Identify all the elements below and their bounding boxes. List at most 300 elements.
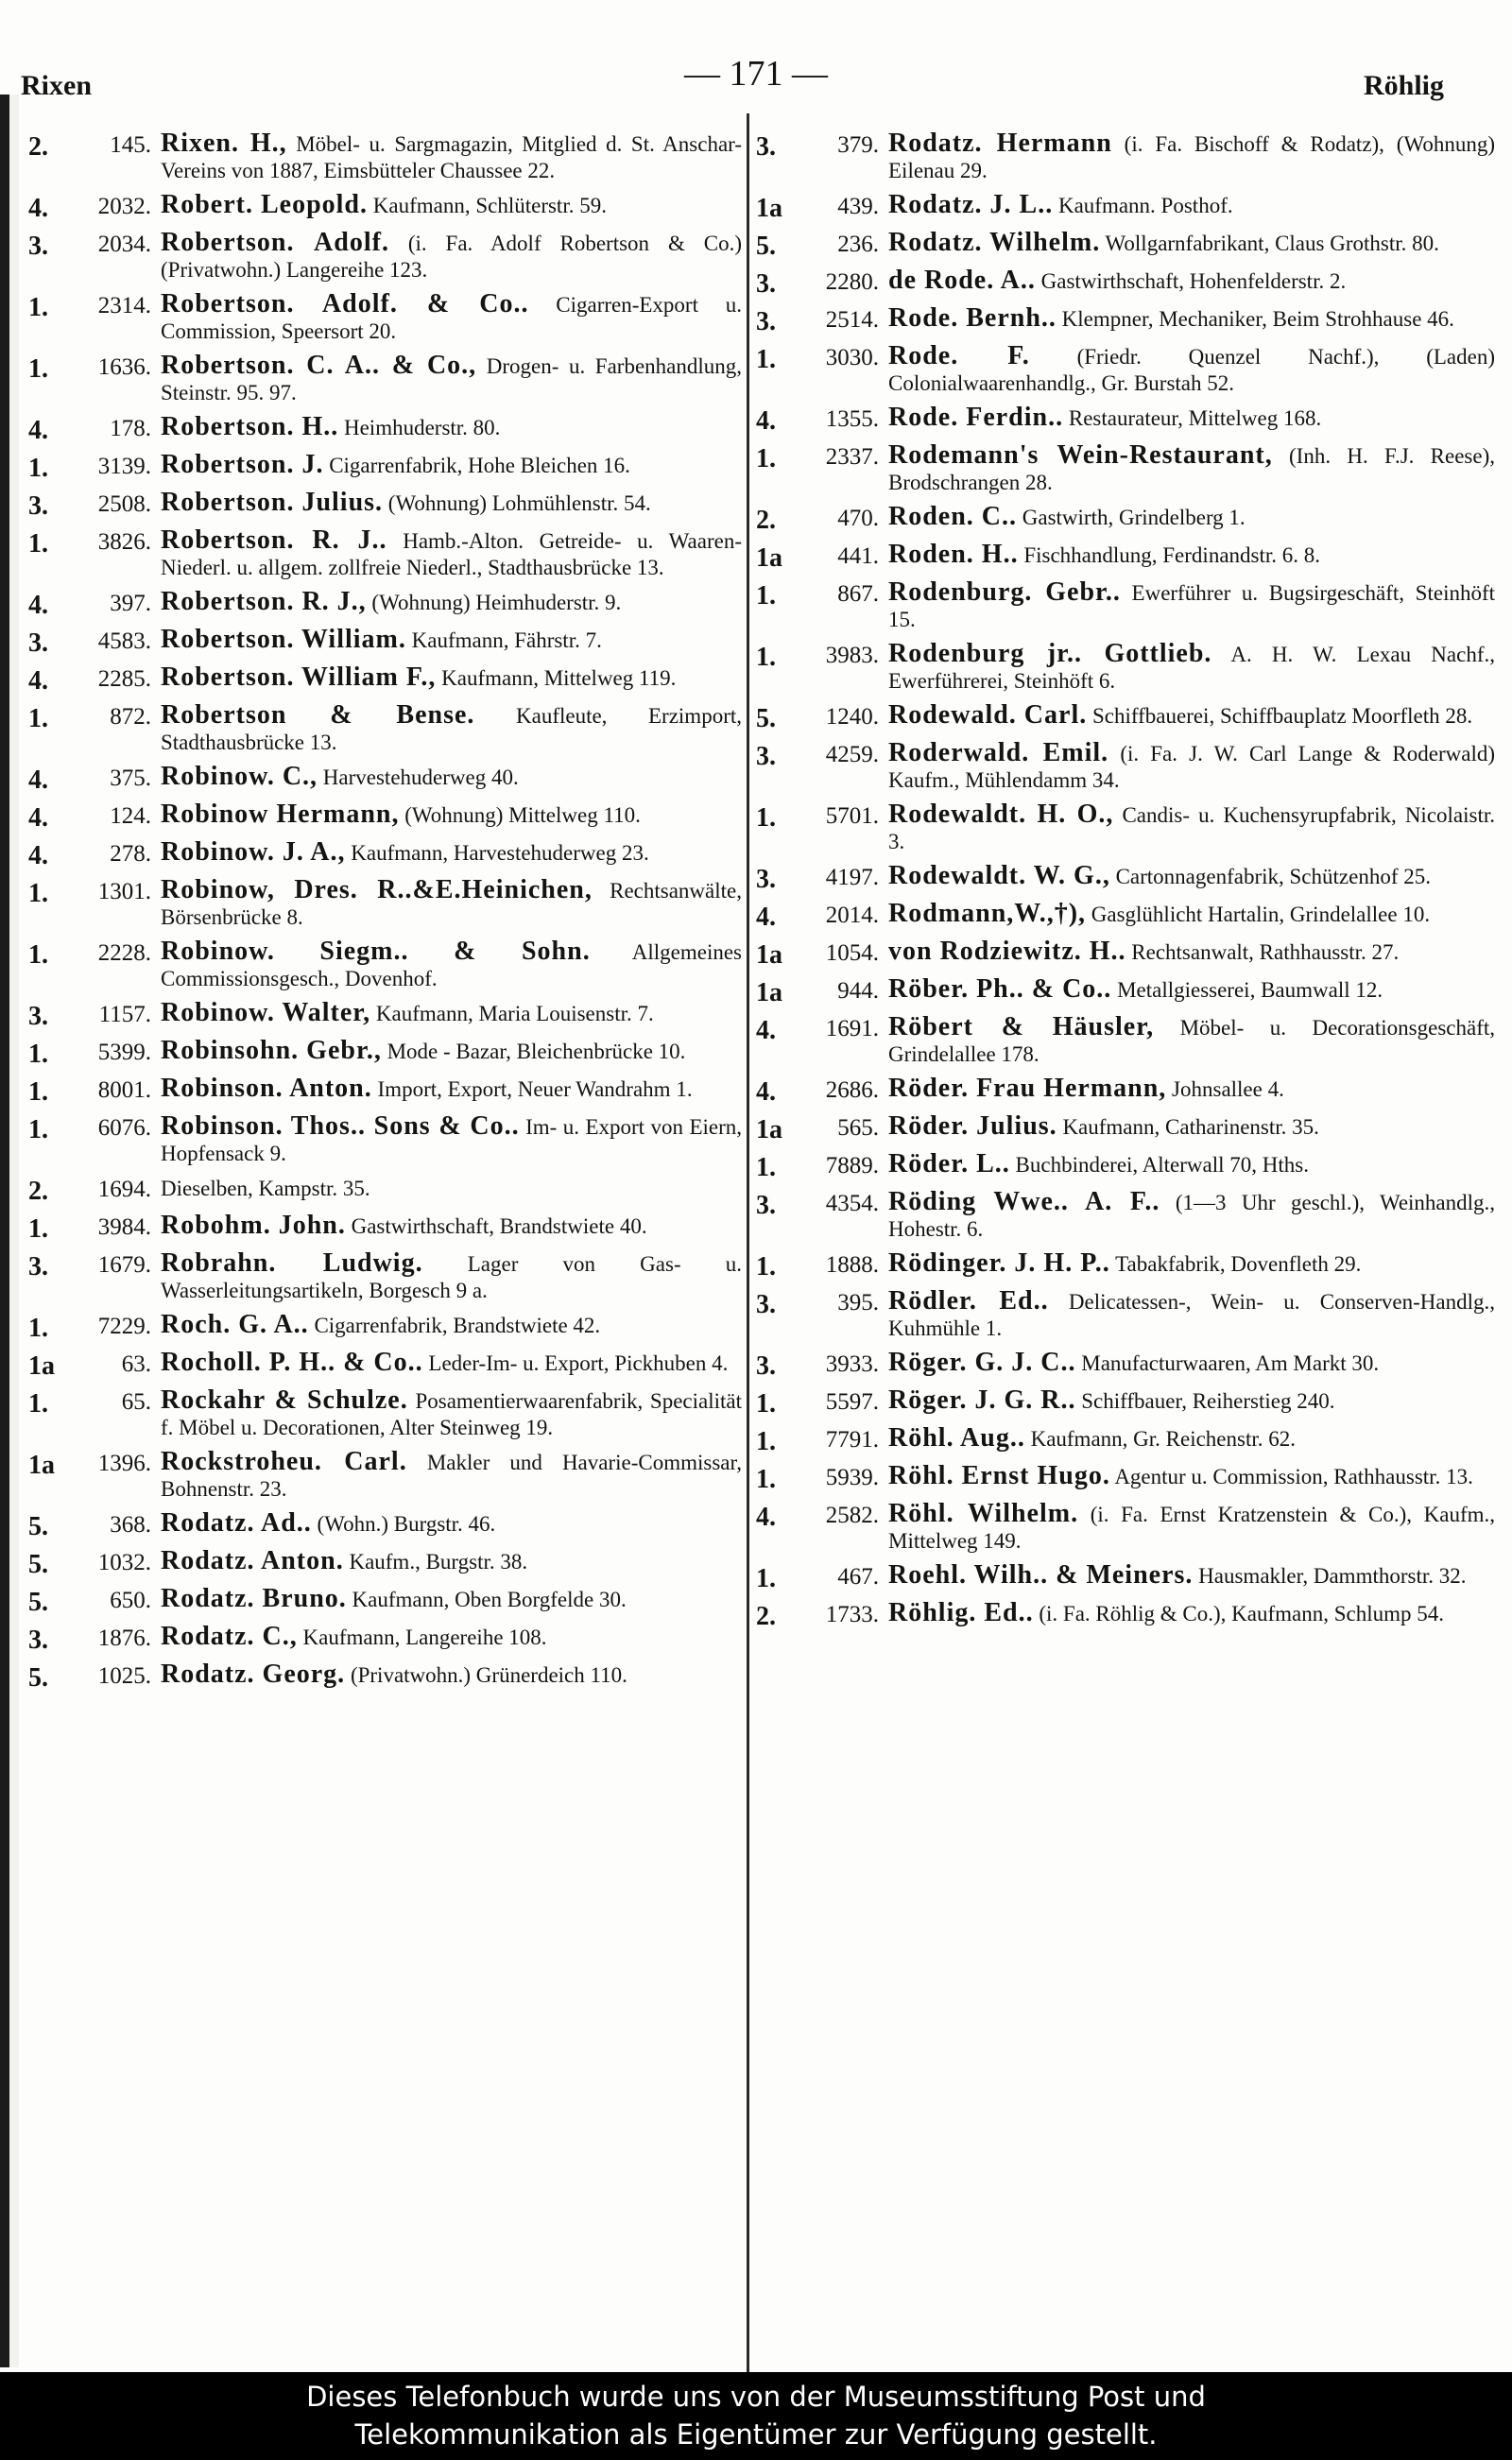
- directory-entry: [756, 1075, 1495, 1106]
- phone-number: 2508.: [97, 491, 151, 517]
- entry-body: [161, 664, 742, 692]
- subscriber-name: Rödler. Ed..: [888, 1286, 1049, 1316]
- subscriber-name: Röhl. Ernst Hugo.: [888, 1461, 1110, 1490]
- phone-number: 2014.: [825, 903, 879, 928]
- directory-entry: [756, 192, 1495, 222]
- subscriber-name: Rockahr & Schulze.: [161, 1385, 408, 1415]
- phone-number: 6076.: [97, 1115, 151, 1141]
- entry-body: [888, 801, 1495, 855]
- exchange-zone: 4.: [28, 766, 48, 795]
- subscriber-details: Heimhuderstr. 80.: [343, 416, 501, 439]
- subscriber-details: Dieselben, Kampstr. 35.: [161, 1177, 370, 1200]
- entry-body: [888, 740, 1495, 794]
- subscriber-details: Kaufm., Burgstr. 38.: [349, 1550, 528, 1574]
- subscriber-name: Rodewaldt. W. G.,: [888, 861, 1110, 890]
- directory-entry: [28, 1312, 742, 1342]
- exchange-zone: 3.: [756, 132, 776, 162]
- phone-number: 565.: [837, 1115, 879, 1141]
- subscriber-details: Mode - Bazar, Bleichenbrücke 10.: [387, 1040, 686, 1063]
- entry-body: [161, 1213, 742, 1240]
- directory-entry: [756, 1501, 1495, 1555]
- subscriber-details: (Wohnung) Lohmühlenstr. 54.: [387, 491, 651, 515]
- exchange-zone: 2.: [28, 132, 48, 162]
- subscriber-details: (Wohnung) Mittelweg 110.: [404, 803, 641, 827]
- entry-body: [161, 1586, 742, 1613]
- directory-entry: [756, 740, 1495, 794]
- phone-number: 944.: [837, 978, 879, 1004]
- subscriber-name: Rode. Bernh..: [888, 303, 1057, 333]
- subscriber-name: Robinow. Siegm.. & Sohn.: [161, 937, 591, 966]
- directory-entry: [28, 764, 742, 794]
- phone-number: 63.: [121, 1351, 151, 1377]
- exchange-zone: 2.: [28, 1177, 48, 1206]
- subscriber-name: Rodenburg jr.. Gottlieb.: [888, 639, 1212, 668]
- subscriber-name: Röger. J. G. R..: [888, 1385, 1076, 1415]
- subscriber-details: Metallgiesserei, Baumwall 12.: [1117, 978, 1383, 1002]
- subscriber-details: Möbel- u. Decorationsgeschäft, Grindelallee 178.: [888, 1016, 1495, 1066]
- entry-body: [161, 1350, 742, 1377]
- subscriber-details: (i. Fa. Adolf Robertson & Co.) (Privatwohn.) Langereihe 123.: [161, 232, 742, 282]
- exchange-zone: 1a: [28, 1451, 55, 1480]
- entry-body: [888, 1387, 1495, 1415]
- subscriber-details: Gastwirthschaft, Brandstwiete 40.: [351, 1214, 647, 1238]
- directory-entry: [756, 901, 1495, 931]
- entry-body: [888, 1151, 1495, 1178]
- entry-body: [888, 641, 1495, 695]
- exchange-zone: 5.: [756, 704, 776, 733]
- entry-body: [161, 1548, 742, 1575]
- entry-body: [161, 130, 742, 184]
- subscriber-details: Leder-Im- u. Export, Pickhuben 4.: [428, 1351, 729, 1375]
- subscriber-name: Robinow. C.,: [161, 762, 318, 791]
- entry-body: [161, 1510, 742, 1538]
- subscriber-name: Röder. L..: [888, 1149, 1010, 1178]
- entry-body: [161, 877, 742, 931]
- subscriber-details: Kaufmann, Harvestehuderweg 23.: [351, 841, 649, 865]
- phone-number: 8001.: [97, 1077, 151, 1103]
- entry-body: [161, 414, 742, 441]
- entry-body: [161, 230, 742, 284]
- subscriber-name: Robinson. Anton.: [161, 1074, 372, 1103]
- subscriber-name: Robertson. William.: [161, 625, 406, 654]
- entry-body: [161, 702, 742, 756]
- subscriber-details: (1—3 Uhr geschl.), Weinhandlg., Hohestr. 6.: [888, 1191, 1496, 1241]
- directory-entry: [756, 504, 1495, 534]
- phone-number: 1054.: [825, 940, 879, 966]
- phone-number: 145.: [110, 132, 151, 158]
- exchange-zone: 3.: [756, 742, 776, 771]
- subscriber-name: Rödinger. J. H. P..: [888, 1248, 1110, 1278]
- subscriber-details: Rechtsanwalt, Rathhausstr. 27.: [1131, 940, 1400, 964]
- subscriber-name: Robinson. Thos.. Sons & Co..: [161, 1111, 520, 1141]
- exchange-zone: 3.: [756, 307, 776, 336]
- phone-number: 178.: [110, 416, 151, 441]
- exchange-zone: 4.: [28, 666, 48, 696]
- directory-entry: [756, 702, 1495, 732]
- subscriber-details: (i. Fa. Bischoff & Rodatz), (Wohnung) Eilenau 29.: [888, 132, 1495, 182]
- subscriber-details: Gasglühlicht Hartalin, Grindelallee 10.: [1091, 903, 1431, 926]
- directory-entry: [756, 579, 1495, 633]
- exchange-zone: 4.: [28, 591, 48, 620]
- directory-entry: [28, 1175, 742, 1205]
- phone-number: 5399.: [97, 1040, 151, 1065]
- exchange-zone: 1.: [28, 454, 48, 483]
- exchange-zone: 4.: [28, 841, 48, 870]
- entry-body: [888, 305, 1495, 333]
- subscriber-name: Röhl. Aug..: [888, 1423, 1025, 1453]
- phone-number: 872.: [110, 704, 151, 730]
- entry-body: [888, 938, 1495, 966]
- exchange-zone: 1.: [756, 444, 776, 473]
- subscriber-details: Im- u. Export von Eiern, Hopfensack 9.: [161, 1115, 742, 1165]
- phone-number: 5597.: [825, 1389, 879, 1415]
- subscriber-name: Röhlig. Ed..: [888, 1598, 1034, 1627]
- exchange-zone: 3.: [28, 232, 48, 261]
- directory-entry: [756, 938, 1495, 969]
- subscriber-name: Rocholl. P. H.. & Co..: [161, 1348, 423, 1377]
- exchange-zone: 3.: [28, 628, 48, 658]
- subscriber-details: Posamentierwaarenfabrik, Specialität f. Möbel u. Decorationen, Alter Steinweg 19.: [161, 1389, 742, 1439]
- subscriber-details: Kaufmann, Oben Borgfelde 30.: [352, 1588, 627, 1611]
- exchange-zone: 4.: [756, 903, 776, 932]
- phone-number: 7229.: [97, 1314, 151, 1339]
- subscriber-name: Roderwald. Emil.: [888, 738, 1109, 767]
- directory-entry: [28, 230, 742, 284]
- entry-body: [888, 404, 1495, 432]
- subscriber-details: Kaufleute, Erzimport, Stadthausbrücke 13.: [161, 704, 742, 754]
- phone-number: 5939.: [825, 1465, 879, 1490]
- directory-entry: [756, 343, 1495, 397]
- directory-entry: [756, 1189, 1495, 1243]
- subscriber-details: Rechtsanwälte, Börsenbrücke 8.: [161, 879, 742, 929]
- header-left-keyword: Rixen: [21, 70, 92, 101]
- phone-number: 2285.: [97, 666, 151, 692]
- phone-number: 1679.: [97, 1252, 151, 1278]
- subscriber-details: Lager von Gas- u. Wasserleitungsartikeln, Borgesch 9 a.: [161, 1252, 743, 1302]
- subscriber-name: Robohm. John.: [161, 1211, 346, 1240]
- directory-entry: [28, 1449, 742, 1503]
- subscriber-details: Cigarrenfabrik, Hohe Bleichen 16.: [329, 454, 630, 477]
- subscriber-name: von Rodziewitz. H..: [888, 937, 1126, 966]
- subscriber-details: Gastwirth, Grindelberg 1.: [1022, 506, 1246, 529]
- subscriber-name: Robinow, Dres. R..&E.Heinichen,: [161, 875, 593, 904]
- exchange-zone: 1a: [756, 978, 782, 1007]
- subscriber-details: Cartonnagenfabrik, Schützenhof 25.: [1115, 865, 1431, 888]
- subscriber-details: Kaufmann, Mittelweg 119.: [441, 666, 677, 690]
- exchange-zone: 1.: [28, 1040, 48, 1069]
- phone-number: 2280.: [825, 269, 879, 295]
- exchange-zone: 1.: [28, 1115, 48, 1144]
- directory-entry: [756, 1288, 1495, 1342]
- subscriber-name: Röding Wwe.. A. F..: [888, 1187, 1160, 1216]
- directory-entry: [28, 938, 742, 992]
- subscriber-details: Delicatessen-, Wein- u. Conserven-Handlg., Kuhmühle 1.: [888, 1290, 1496, 1340]
- exchange-zone: 1.: [28, 293, 48, 322]
- subscriber-name: Rodatz. Bruno.: [161, 1584, 347, 1613]
- exchange-zone: 1a: [756, 543, 782, 573]
- directory-entry: [28, 527, 742, 581]
- subscriber-name: Robinow Hermann,: [161, 800, 400, 829]
- phone-number: 5701.: [825, 803, 879, 829]
- phone-number: 439.: [837, 194, 879, 219]
- subscriber-name: Röbert & Häusler,: [888, 1012, 1155, 1041]
- subscriber-details: Schiffbauer, Reiherstieg 240.: [1081, 1389, 1335, 1413]
- subscriber-details: Candis- u. Kuchensyrupfabrik, Nicolaistr. 3.: [888, 803, 1496, 853]
- subscriber-name: Rodemann's Wein-Restaurant,: [888, 440, 1273, 470]
- subscriber-details: (Wohnung) Heimhuderstr. 9.: [371, 591, 622, 614]
- exchange-zone: 3.: [28, 1626, 48, 1655]
- entry-body: [888, 442, 1495, 496]
- exchange-zone: 3.: [756, 1351, 776, 1381]
- entry-body: [161, 1113, 742, 1167]
- subscriber-details: Johnsallee 4.: [1172, 1077, 1284, 1101]
- exchange-zone: 1.: [28, 940, 48, 970]
- exchange-zone: 4.: [756, 406, 776, 436]
- phone-number: 4259.: [825, 742, 879, 767]
- phone-number: 1888.: [825, 1252, 879, 1278]
- exchange-zone: 4.: [28, 194, 48, 223]
- exchange-zone: 1.: [28, 1314, 48, 1343]
- subscriber-name: Roch. G. A..: [161, 1310, 309, 1339]
- phone-number: 1694.: [97, 1177, 151, 1202]
- directory-entry: [756, 1014, 1495, 1068]
- subscriber-details: (Wohn.) Burgstr. 46.: [317, 1512, 496, 1536]
- subscriber-details: Cigarren-Export u. Commission, Speersort 20.: [161, 293, 743, 343]
- subscriber-name: Rodmann,W.,†),: [888, 899, 1087, 928]
- directory-entry: [756, 1387, 1495, 1418]
- directory-entry: [28, 1250, 742, 1304]
- subscriber-name: Robert. Leopold.: [161, 190, 368, 219]
- entry-body: [161, 1038, 742, 1065]
- directory-entry: [756, 542, 1495, 572]
- entry-body: [888, 863, 1495, 890]
- directory-entry: [28, 1350, 742, 1380]
- entry-body: [888, 130, 1495, 184]
- binding-edge: [0, 95, 9, 2367]
- entry-body: [888, 1288, 1495, 1342]
- subscriber-details: Kaufmann, Gr. Reichenstr. 62.: [1030, 1427, 1296, 1451]
- subscriber-name: Röhl. Wilhelm.: [888, 1499, 1079, 1528]
- exchange-zone: 2.: [756, 1602, 776, 1631]
- subscriber-details: Restaurateur, Mittelweg 168.: [1068, 406, 1322, 430]
- entry-body: [888, 1350, 1495, 1377]
- subscriber-name: Röder. Frau Hermann,: [888, 1074, 1167, 1103]
- subscriber-details: (Privatwohn.) Grünerdeich 110.: [350, 1663, 627, 1687]
- exchange-zone: 1.: [756, 345, 776, 374]
- subscriber-name: Robertson. Adolf.: [161, 228, 389, 257]
- subscriber-name: Roden. C..: [888, 502, 1018, 531]
- entry-body: [161, 1312, 742, 1339]
- exchange-zone: 3.: [756, 865, 776, 894]
- directory-entry: [28, 490, 742, 520]
- directory-entry: [756, 801, 1495, 855]
- directory-entry: [28, 1213, 742, 1243]
- exchange-zone: 5.: [756, 232, 776, 261]
- directory-entry: [28, 1548, 742, 1578]
- directory-entry: [28, 877, 742, 931]
- exchange-zone: 1.: [28, 354, 48, 384]
- directory-entry: [28, 1586, 742, 1616]
- directory-entry: [28, 1075, 742, 1106]
- directory-entry: [756, 1113, 1495, 1144]
- subscriber-details: Makler und Havarie-Commissar, Bohnenstr. 23.: [161, 1451, 742, 1501]
- subscriber-name: Rodatz. J. L..: [888, 190, 1054, 219]
- exchange-zone: 1.: [756, 1427, 776, 1456]
- entry-body: [888, 1562, 1495, 1590]
- subscriber-name: Rockstroheu. Carl.: [161, 1447, 407, 1476]
- exchange-zone: 2.: [756, 506, 776, 535]
- directory-entry: [756, 442, 1495, 496]
- entry-body: [888, 1189, 1495, 1243]
- column-divider: [747, 113, 749, 2372]
- phone-number: 3139.: [97, 454, 151, 479]
- entry-body: [161, 589, 742, 616]
- subscriber-details: Klempner, Mechaniker, Beim Strohhause 46.: [1061, 307, 1454, 331]
- entry-body: [161, 938, 742, 992]
- exchange-zone: 5.: [28, 1550, 48, 1579]
- subscriber-name: Robertson. R. J..: [161, 525, 387, 555]
- entry-body: [161, 527, 742, 581]
- subscriber-name: Rodatz. Wilhelm.: [888, 228, 1101, 257]
- exchange-zone: 1.: [756, 1153, 776, 1182]
- footer-line-2: Telekommunikation als Eigentümer zur Verfügung gestellt.: [354, 2418, 1158, 2451]
- subscriber-details: Kaufmann, Langereihe 108.: [302, 1626, 547, 1649]
- subscriber-name: Rodatz. Hermann: [888, 129, 1112, 158]
- subscriber-name: de Rode. A..: [888, 266, 1036, 295]
- entry-body: [161, 1387, 742, 1441]
- entry-body: [161, 1661, 742, 1689]
- entry-body: [161, 1250, 742, 1304]
- exchange-zone: 4.: [756, 1016, 776, 1045]
- subscriber-name: Robertson. H..: [161, 412, 339, 441]
- phone-number: 3826.: [97, 529, 151, 555]
- directory-entry: [28, 1624, 742, 1654]
- directory-entry: [28, 1113, 742, 1167]
- phone-number: 467.: [837, 1564, 879, 1590]
- entry-body: [888, 1075, 1495, 1103]
- subscriber-details: Harvestehuderweg 40.: [322, 766, 519, 789]
- directory-entry: [756, 1250, 1495, 1281]
- directory-entry: [756, 267, 1495, 298]
- directory-entry: [28, 627, 742, 657]
- exchange-zone: 3.: [756, 1290, 776, 1319]
- phone-number: 3933.: [825, 1351, 879, 1377]
- exchange-zone: 1a: [756, 194, 782, 223]
- directory-entry: [756, 1151, 1495, 1181]
- directory-entry: [28, 801, 742, 832]
- subscriber-name: Robertson. Adolf. & Co..: [161, 289, 529, 318]
- entry-body: [888, 230, 1495, 257]
- exchange-zone: 5.: [28, 1512, 48, 1541]
- binding-margin: [9, 95, 19, 2367]
- directory-entry: [28, 1510, 742, 1540]
- entry-body: [888, 1463, 1495, 1490]
- left-column: [28, 130, 742, 1699]
- phone-number: 1733.: [825, 1602, 879, 1627]
- exchange-zone: 5.: [28, 1663, 48, 1693]
- subscriber-name: Rode. Ferdin..: [888, 403, 1064, 432]
- subscriber-details: Kaufmann, Schlüterstr. 59.: [372, 194, 607, 217]
- subscriber-name: Robrahn. Ludwig.: [161, 1248, 423, 1278]
- directory-entry: [28, 589, 742, 619]
- entry-body: [888, 267, 1495, 295]
- exchange-zone: 4.: [756, 1503, 776, 1532]
- subscriber-name: Röger. G. J. C..: [888, 1348, 1076, 1377]
- directory-entry: [756, 305, 1495, 335]
- directory-entry: [28, 1661, 742, 1692]
- phone-number: 1355.: [825, 406, 879, 432]
- exchange-zone: 5.: [28, 1588, 48, 1617]
- subscriber-name: Roehl. Wilh.. & Meiners.: [888, 1560, 1194, 1590]
- exchange-zone: 1.: [28, 704, 48, 733]
- directory-entry: [28, 414, 742, 444]
- entry-body: [888, 1014, 1495, 1068]
- phone-number: 4583.: [97, 628, 151, 654]
- exchange-zone: 1a: [756, 940, 782, 970]
- exchange-zone: 1.: [28, 1389, 48, 1419]
- directory-entry: [756, 1463, 1495, 1493]
- entry-body: [161, 192, 742, 219]
- entry-body: [161, 1175, 742, 1202]
- entry-body: [888, 901, 1495, 928]
- subscriber-details: Gastwirthschaft, Hohenfelderstr. 2.: [1040, 269, 1347, 293]
- subscriber-name: Röder. Julius.: [888, 1111, 1057, 1141]
- subscriber-details: Import, Export, Neuer Wandrahm 1.: [377, 1077, 693, 1101]
- subscriber-details: Allgemeines Commissionsgesch., Dovenhof.: [161, 940, 742, 990]
- subscriber-name: Rixen. H.,: [161, 129, 287, 158]
- entry-body: [888, 579, 1495, 633]
- entry-body: [161, 353, 742, 406]
- phone-number: 2686.: [825, 1077, 879, 1103]
- phone-number: 1240.: [825, 704, 879, 730]
- subscriber-details: Agentur u. Commission, Rathhausstr. 13.: [1114, 1465, 1473, 1488]
- entry-body: [888, 1113, 1495, 1141]
- phone-number: 3030.: [825, 345, 879, 370]
- directory-entry: [28, 1038, 742, 1068]
- entry-body: [161, 1449, 742, 1503]
- phone-number: 379.: [837, 132, 879, 158]
- entry-body: [888, 343, 1495, 397]
- entry-body: [161, 452, 742, 479]
- directory-entry: [756, 1562, 1495, 1592]
- entry-body: [888, 702, 1495, 730]
- phone-number: 1032.: [97, 1550, 151, 1575]
- subscriber-details: Schiffbauerei, Schiffbauplatz Moorfleth 28.: [1091, 704, 1473, 728]
- exchange-zone: 1.: [756, 1252, 776, 1282]
- subscriber-name: Robinsohn. Gebr.,: [161, 1036, 382, 1065]
- entry-body: [888, 976, 1495, 1004]
- subscriber-name: Rodewaldt. H. O.,: [888, 800, 1114, 829]
- directory-entry: [756, 641, 1495, 695]
- exchange-zone: 3.: [28, 491, 48, 521]
- entry-body: [161, 1624, 742, 1651]
- phone-number: 2032.: [97, 194, 151, 219]
- entry-body: [161, 627, 742, 654]
- right-column: [756, 130, 1495, 1638]
- subscriber-name: Röber. Ph.. & Co..: [888, 974, 1112, 1004]
- subscriber-details: (i. Fa. Röhlig & Co.), Kaufmann, Schlump 54.: [1039, 1602, 1445, 1626]
- header-right-keyword: Röhlig: [1363, 70, 1444, 101]
- subscriber-name: Rodatz. C.,: [161, 1622, 298, 1651]
- entry-body: [161, 764, 742, 791]
- subscriber-name: Rodatz. Anton.: [161, 1546, 344, 1575]
- phone-number: 2034.: [97, 232, 151, 257]
- phone-number: 1636.: [97, 354, 151, 380]
- footer-notice: [0, 2372, 1512, 2460]
- entry-body: [161, 839, 742, 867]
- entry-body: [888, 1501, 1495, 1555]
- entry-body: [161, 801, 742, 829]
